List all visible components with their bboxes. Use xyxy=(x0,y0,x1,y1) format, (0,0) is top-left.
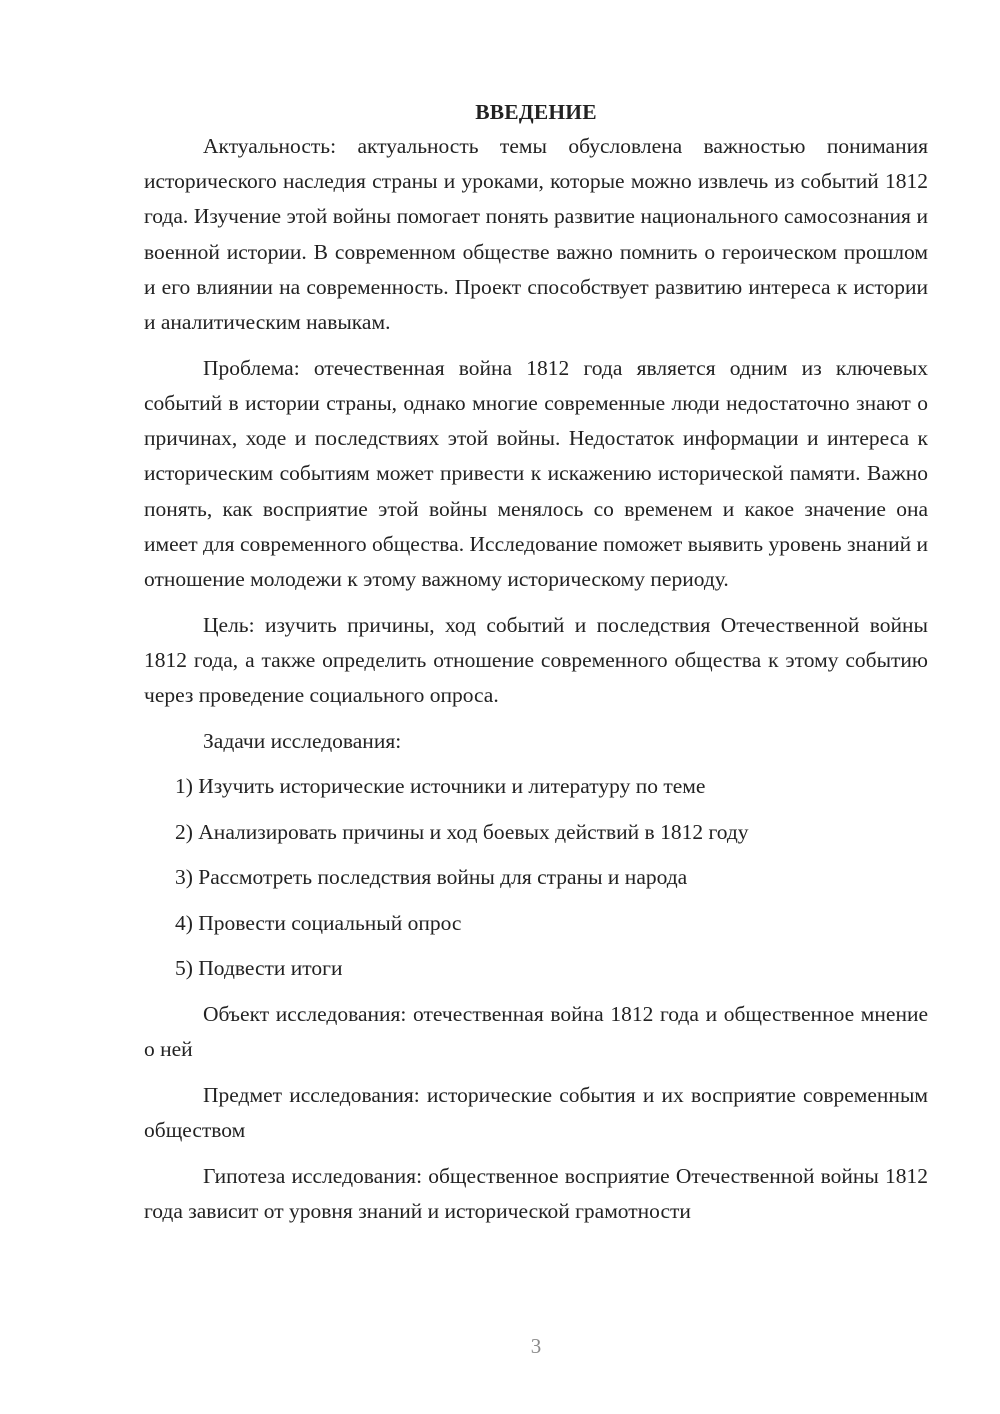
list-item: 5) Подвести итоги xyxy=(175,956,343,981)
paragraph-goal: Цель: изучить причины, ход событий и последствия Отечественной войны 1812 года, а также определить отношение современного общества к этому событию через проведение социального опроса. xyxy=(144,612,928,708)
page-number: 3 xyxy=(530,1334,542,1358)
tasks-heading: Задачи исследования: xyxy=(203,728,402,753)
document-page xyxy=(144,97,928,1239)
paragraph-subject: Предмет исследования: исторические события и их восприятие современным обществом xyxy=(144,1082,928,1142)
paragraph-object: Объект исследования: отечественная война 1812 года и общественное мнение о ней xyxy=(144,1001,928,1061)
list-item: 1) Изучить исторические источники и литературу по теме xyxy=(175,774,706,799)
list-item: 2) Анализировать причины и ход боевых действий в 1812 году xyxy=(175,819,749,844)
list-item: 3) Рассмотреть последствия войны для страны и народа xyxy=(175,865,688,890)
paragraph-hypothesis: Гипотеза исследования: общественное восприятие Отечественной войны 1812 года зависит от уровня знаний и исторической грамотности xyxy=(144,1163,928,1223)
paragraph-relevance: Актуальность: актуальность темы обусловлена важностью понимания исторического наследия страны и уроками, которые можно извлечь из событий 1812 года. Изучение этой войны помогает понять развитие национального самосознания и военной истории. В современном обществе важно помнить о героическом прошлом и его влиянии на современность. Проект способствует развитию интереса к истории и аналитическим навыкам. xyxy=(144,134,928,335)
paragraph-problem: Проблема: отечественная война 1812 года является одним из ключевых событий в истории страны, однако многие современные люди недостаточно знают о причинах, ходе и последствиях этой войны. Недостаток информации и интереса к историческим событиям может привести к искажению исторической памяти. Важно понять, как восприятие этой войны менялось со временем и какое значение она имеет для современного общества. Исследование поможет выявить уровень знаний и отношение молодежи к этому важному историческому периоду. xyxy=(144,355,928,591)
list-item: 4) Провести социальный опрос xyxy=(175,910,462,935)
tasks-list xyxy=(144,769,928,986)
section-title: ВВЕДЕНИЕ xyxy=(475,100,597,124)
